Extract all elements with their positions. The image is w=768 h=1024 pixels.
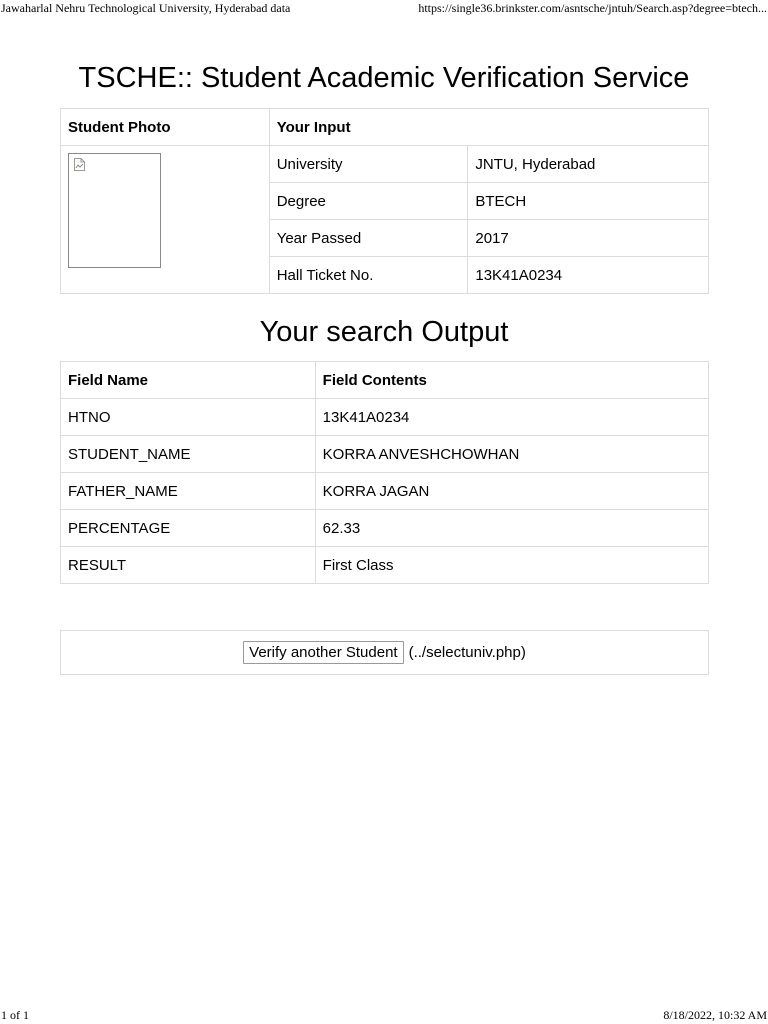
output-table	[60, 361, 709, 584]
student-photo-header: Student Photo	[61, 109, 270, 146]
field-value-cell: First Class	[315, 547, 708, 584]
university-label: University	[269, 146, 468, 183]
year-passed-label: Year Passed	[269, 220, 468, 257]
university-value: JNTU, Hyderabad	[468, 146, 709, 183]
field-value-cell: 13K41A0234	[315, 399, 708, 436]
print-header-url: https://single36.brinkster.com/asntsche/jntuh/Search.asp?degree=btech...	[418, 1, 767, 15]
student-photo-cell	[61, 146, 270, 294]
page-title: TSCHE:: Student Academic Verification Service	[78, 62, 690, 94]
hall-ticket-label: Hall Ticket No.	[269, 257, 468, 294]
hall-ticket-value: 13K41A0234	[468, 257, 709, 294]
field-name-header: Field Name	[61, 362, 316, 399]
field-value-cell: KORRA JAGAN	[315, 473, 708, 510]
print-header-title: Jawaharlal Nehru Technological University, Hyderabad data	[1, 1, 291, 15]
table-row	[61, 473, 709, 510]
field-value-cell: KORRA ANVESHCHOWHAN	[315, 436, 708, 473]
field-name-cell: HTNO	[61, 399, 316, 436]
page-count: 1 of 1	[1, 1008, 29, 1022]
field-name-cell: STUDENT_NAME	[61, 436, 316, 473]
student-photo	[68, 153, 161, 268]
table-row	[61, 547, 709, 584]
verify-link-url: (../selectuniv.php)	[408, 644, 526, 661]
table-row	[61, 436, 709, 473]
degree-label: Degree	[269, 183, 468, 220]
print-footer	[0, 1008, 768, 1024]
field-value-cell: 62.33	[315, 510, 708, 547]
table-row	[61, 146, 709, 183]
input-table	[60, 108, 709, 294]
input-table-header-row	[61, 109, 709, 146]
degree-value: BTECH	[468, 183, 709, 220]
output-title: Your search Output	[259, 316, 509, 348]
table-row	[61, 510, 709, 547]
field-name-cell: FATHER_NAME	[61, 473, 316, 510]
print-header	[0, 0, 768, 16]
output-table-header-row	[61, 362, 709, 399]
print-timestamp: 8/18/2022, 10:32 AM	[663, 1008, 767, 1022]
field-name-cell: RESULT	[61, 547, 316, 584]
your-input-header: Your Input	[269, 109, 708, 146]
field-name-cell: PERCENTAGE	[61, 510, 316, 547]
year-passed-value: 2017	[468, 220, 709, 257]
verify-another-student-button[interactable]: Verify another Student	[243, 641, 403, 664]
field-contents-header: Field Contents	[315, 362, 708, 399]
broken-image-icon	[74, 158, 85, 171]
table-row	[61, 399, 709, 436]
verify-another-container	[60, 630, 709, 675]
